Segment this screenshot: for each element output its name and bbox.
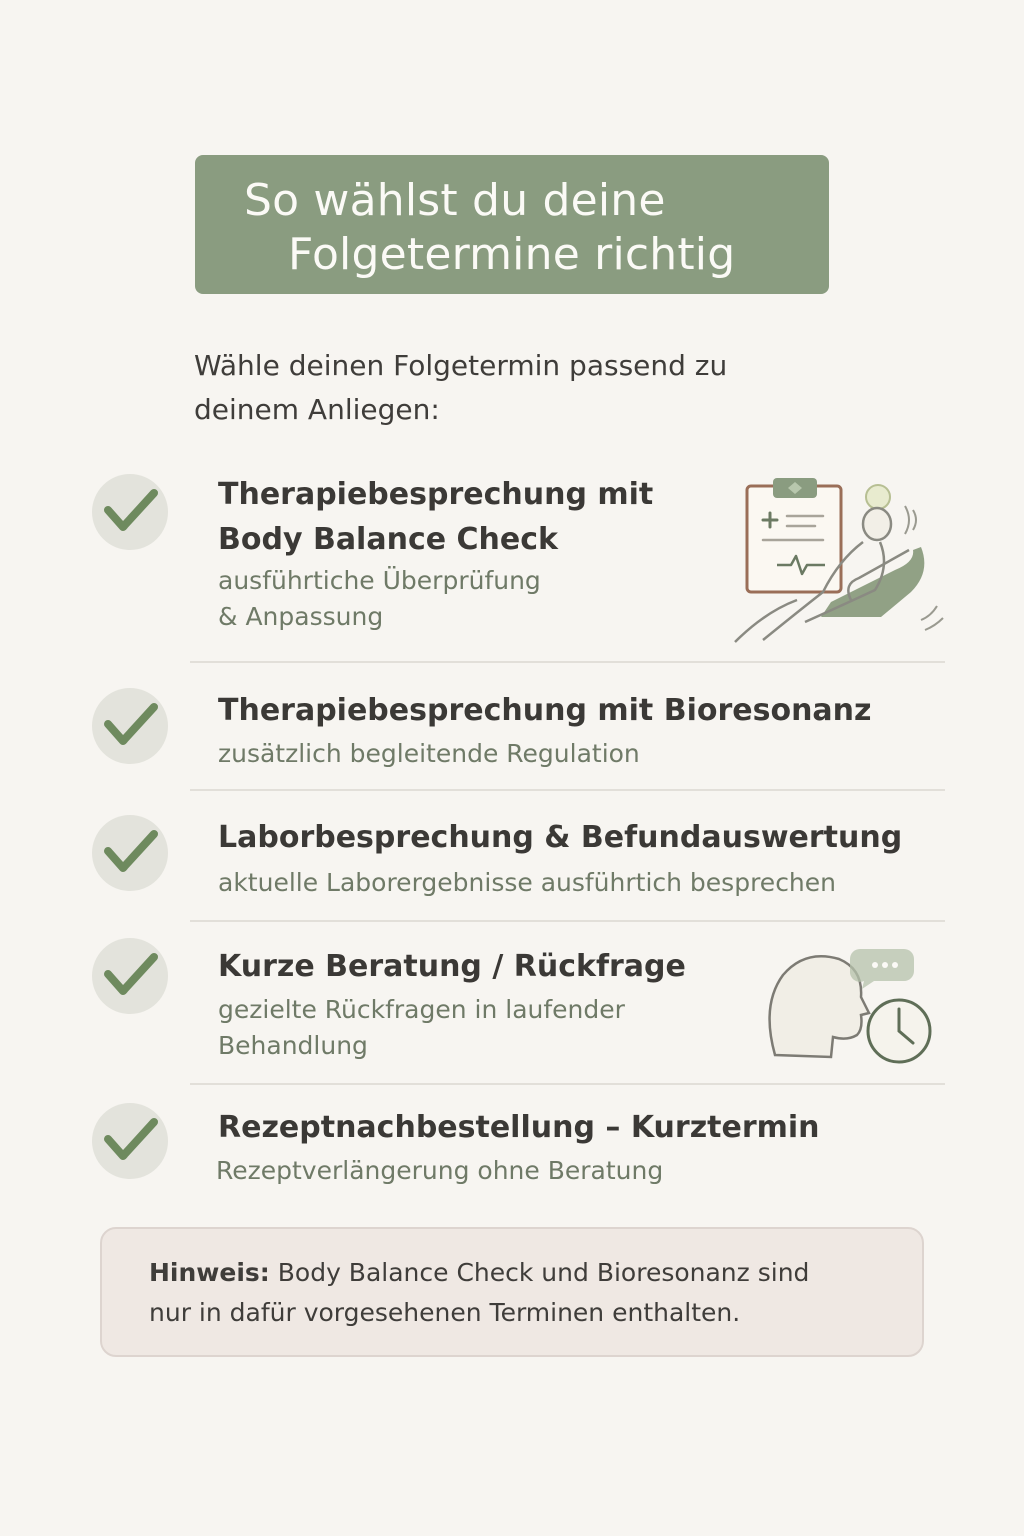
- item-title: Therapiebesprechung mit Bioresonanz: [218, 693, 872, 728]
- item-subtitle: zusätzlich begleitende Regulation: [218, 739, 640, 768]
- intro-text: [194, 344, 834, 432]
- divider: [190, 920, 945, 922]
- item-subtitle: aktuelle Laborergebnisse ausführtich besprechen: [218, 868, 837, 897]
- note-line-1: Body Balance Check und Bioresonanz sind: [277, 1258, 810, 1287]
- note-label: Hinweis:: [149, 1258, 270, 1287]
- clipboard-patient-chair-icon: [725, 470, 950, 652]
- divider: [190, 789, 945, 791]
- item-subtitle: gezielte Rückfragen in laufender Behandlung: [218, 995, 625, 1060]
- note-line-2: nur in dafür vorgesehenen Terminen enthalten.: [149, 1298, 741, 1327]
- check-icon: [92, 938, 168, 1014]
- divider: [190, 1083, 945, 1085]
- divider: [190, 661, 945, 663]
- item-title: Kurze Beratung / Rückfrage: [218, 949, 686, 984]
- note-box: [100, 1227, 924, 1357]
- item-subtitle: Rezeptverlängerung ohne Beratung: [216, 1156, 664, 1185]
- item-title: Therapiebesprechung mit Body Balance Check: [218, 477, 654, 557]
- title-line-1: So wählst du deine: [244, 175, 666, 226]
- check-icon: [92, 688, 168, 764]
- check-icon: [92, 474, 168, 550]
- title-banner: [195, 155, 829, 294]
- item-subtitle: ausführtiche Überprüfung & Anpassung: [218, 566, 541, 631]
- head-speech-clock-icon: [765, 945, 940, 1070]
- check-icon: [92, 815, 168, 891]
- title-line-2: Folgetermine richtig: [288, 229, 736, 280]
- item-title: Laborbesprechung & Befundauswertung: [218, 820, 903, 855]
- note-text: [149, 1253, 809, 1333]
- check-icon: [92, 1103, 168, 1179]
- intro-line-1: Wähle deinen Folgetermin passend zu: [194, 349, 728, 382]
- intro-line-2: deinem Anliegen:: [194, 393, 440, 426]
- item-title: Rezeptnachbestellung – Kurztermin: [218, 1110, 820, 1145]
